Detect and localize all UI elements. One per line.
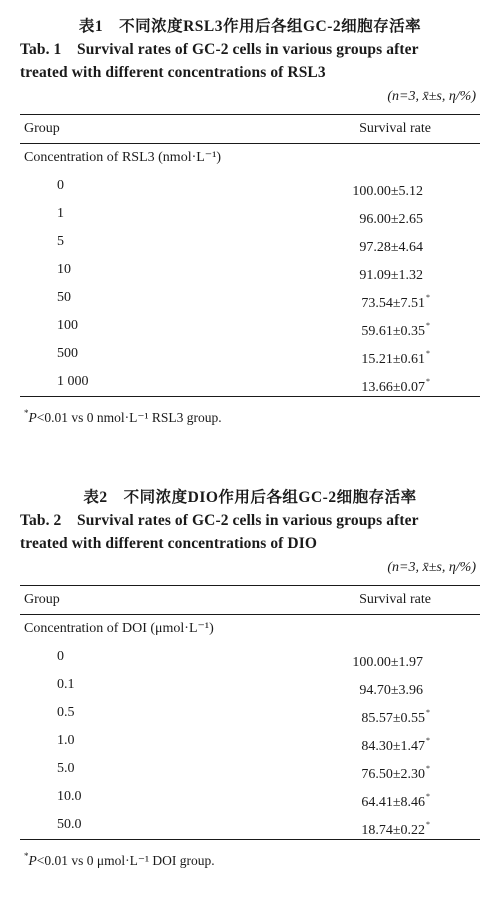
table-stats-note: (n=3, x̄±s, η/%) — [387, 89, 476, 104]
subheader-concentration: Concentration of DOI (μmol·L⁻¹) — [24, 621, 214, 636]
cell-concentration: 0 — [57, 178, 64, 193]
cell-concentration: 0.1 — [57, 677, 75, 692]
footnote-mark: * — [24, 408, 29, 418]
cell-value: 18.74±0.22 — [361, 823, 425, 838]
significance-mark: * — [426, 293, 430, 302]
table-row — [20, 368, 480, 396]
cell-concentration: 5 — [57, 234, 64, 249]
cell-value: 13.66±0.07 — [361, 380, 425, 395]
table-caption-en-line1: Tab. 2 Survival rates of GC-2 cells in various groups after — [20, 512, 419, 529]
cell-value: 94.70±3.96 — [359, 683, 423, 698]
table-2 — [20, 487, 480, 866]
table-caption-cn: 表1 不同浓度RSL3作用后各组GC-2细胞存活率 — [78, 18, 422, 35]
header-group: Group — [24, 592, 60, 607]
footnote-text: <0.01 vs 0 nmol·L⁻¹ RSL3 group. — [36, 410, 222, 425]
cell-value: 91.09±1.32 — [359, 268, 423, 283]
table-caption-en-line1: Tab. 1 Survival rates of GC-2 cells in various groups after — [20, 41, 419, 58]
cell-value: 85.57±0.55 — [361, 711, 425, 726]
cell-survival-rate — [361, 368, 430, 402]
significance-mark: * — [426, 764, 430, 773]
cell-concentration: 50 — [57, 290, 71, 305]
subheader-row — [20, 615, 480, 643]
table-row — [20, 755, 480, 783]
subheader-row — [20, 144, 480, 172]
footnote-text: <0.01 vs 0 μmol·L⁻¹ DOI group. — [36, 853, 215, 868]
table-row — [20, 200, 480, 228]
table-row — [20, 811, 480, 839]
table-row — [20, 727, 480, 755]
header-survival-rate: Survival rate — [359, 121, 431, 136]
cell-value: 100.00±5.12 — [352, 184, 423, 199]
table-footnote — [20, 846, 480, 866]
table-row — [20, 671, 480, 699]
significance-mark: * — [426, 792, 430, 801]
significance-mark: * — [426, 321, 430, 330]
cell-concentration: 50.0 — [57, 817, 82, 832]
significance-mark: * — [426, 820, 430, 829]
footnote-mark: * — [24, 851, 29, 861]
table-footnote — [20, 403, 480, 423]
cell-concentration: 0.5 — [57, 705, 75, 720]
header-row — [20, 586, 480, 614]
significance-mark: * — [426, 736, 430, 745]
table-caption-en-line2: treated with different concentrations of DIO — [20, 535, 317, 552]
table-row — [20, 643, 480, 671]
cell-value: 64.41±8.46 — [361, 795, 425, 810]
table-row — [20, 340, 480, 368]
significance-mark: * — [426, 377, 430, 386]
table-row — [20, 699, 480, 727]
table-body — [20, 643, 480, 839]
cell-survival-rate — [361, 811, 430, 845]
table-row — [20, 228, 480, 256]
significance-mark: * — [426, 708, 430, 717]
cell-value: 84.30±1.47 — [361, 739, 425, 754]
table-row — [20, 256, 480, 284]
header-survival-rate: Survival rate — [359, 592, 431, 607]
table-stats-note: (n=3, x̄±s, η/%) — [387, 560, 476, 575]
cell-concentration: 500 — [57, 346, 78, 361]
cell-concentration: 5.0 — [57, 761, 75, 776]
significance-mark: * — [426, 349, 430, 358]
table-row — [20, 783, 480, 811]
cell-value: 96.00±2.65 — [359, 212, 423, 227]
cell-concentration: 100 — [57, 318, 78, 333]
table-row — [20, 172, 480, 200]
cell-value: 73.54±7.51 — [361, 296, 425, 311]
table-1 — [20, 16, 480, 423]
table-body — [20, 172, 480, 396]
cell-concentration: 10 — [57, 262, 71, 277]
table-row — [20, 284, 480, 312]
subheader-concentration: Concentration of RSL3 (nmol·L⁻¹) — [24, 150, 222, 165]
header-group: Group — [24, 121, 60, 136]
cell-value: 100.00±1.97 — [352, 655, 423, 670]
footnote-p: P — [28, 853, 37, 868]
cell-concentration: 1 000 — [57, 374, 89, 389]
table-caption-en-line2: treated with different concentrations of RSL3 — [20, 64, 326, 81]
footnote-p: P — [28, 410, 37, 425]
header-row — [20, 115, 480, 143]
table-row — [20, 312, 480, 340]
cell-concentration: 1.0 — [57, 733, 75, 748]
cell-value: 59.61±0.35 — [361, 324, 425, 339]
cell-value: 15.21±0.61 — [361, 352, 425, 367]
cell-concentration: 10.0 — [57, 789, 82, 804]
cell-concentration: 0 — [57, 649, 64, 664]
cell-value: 76.50±2.30 — [361, 767, 425, 782]
cell-value: 97.28±4.64 — [359, 240, 423, 255]
table-caption-cn: 表2 不同浓度DIO作用后各组GC-2细胞存活率 — [83, 489, 417, 506]
cell-concentration: 1 — [57, 206, 64, 221]
